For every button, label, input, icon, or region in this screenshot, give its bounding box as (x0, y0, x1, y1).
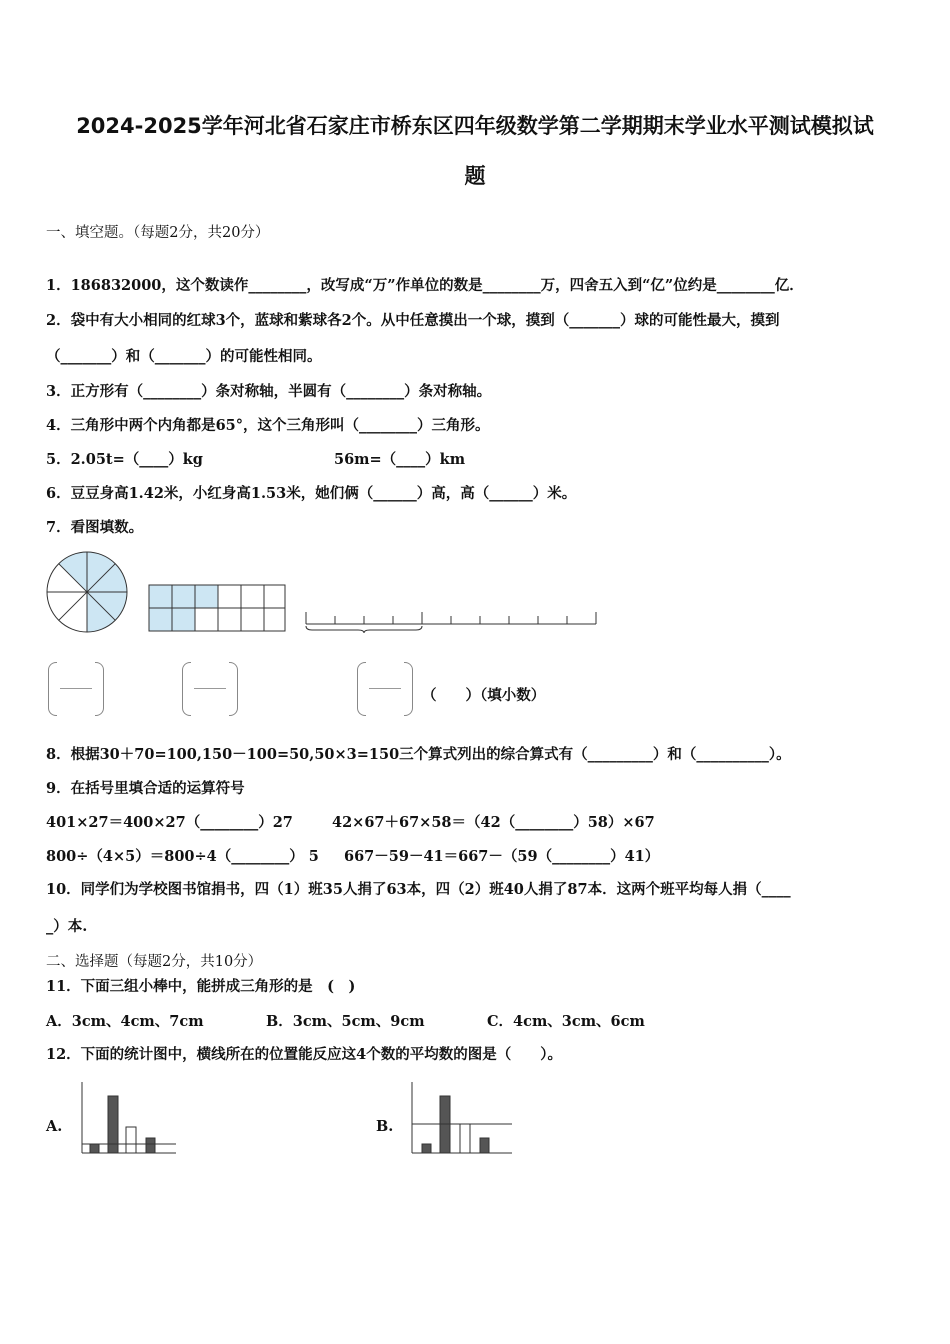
fraction-grid-figure (148, 584, 286, 632)
question-1: 1．186832000，这个数读作________，改写成“万”作单位的数是________万，四舍五入到“亿”位约是________亿． (46, 277, 804, 294)
question-5-part-a: 5．2.05t=（____）kg (46, 451, 203, 468)
option-a-bar-chart (78, 1082, 178, 1156)
fraction-circle-figure (44, 550, 130, 634)
question-9: 9．在括号里填合适的运算符号 (46, 780, 245, 797)
fraction-answer-box-3[interactable] (357, 662, 413, 716)
question-12: 12．下面的统计图中，横线所在的位置能反应这4个数的平均数的图是（ ）。 (46, 1046, 563, 1063)
fraction-answer-box-2[interactable] (182, 662, 238, 716)
question-9-row-2-left: 800÷（4×5）＝800÷4（________） 5 (46, 848, 319, 865)
decimal-answer-blank: （ ）（填小数） (422, 687, 546, 704)
question-3: 3．正方形有（________）条对称轴，半圆有（________）条对称轴。 (46, 383, 492, 400)
page-title-line-2: 题 (464, 164, 486, 188)
fraction-answer-box-1[interactable] (48, 662, 104, 716)
question-12-option-a-label[interactable]: A. (46, 1118, 63, 1135)
option-a-bar-4 (146, 1138, 155, 1153)
option-a-bar-1 (90, 1144, 99, 1153)
option-a-bar-3 (126, 1127, 136, 1153)
option-b-bar-chart (408, 1082, 516, 1156)
option-b-bar-4 (480, 1138, 489, 1153)
question-2-line-1: 2．袋中有大小相同的红球3个，蓝球和紫球各2个。从中任意摸出一个球，摸到（_______）球的可能性最大，摸到 (46, 312, 780, 329)
question-12-option-b-label[interactable]: B. (376, 1118, 394, 1135)
question-4: 4．三角形中两个内角都是65°，这个三角形叫（________）三角形。 (46, 417, 490, 434)
question-11-option-c[interactable]: C．4cm、3cm、6cm (487, 1013, 645, 1030)
question-9-row-1-right: 42×67＋67×58＝（42（________）58）×67 (332, 814, 655, 831)
question-10-line-1: 10．同学们为学校图书馆捐书，四（1）班35人捐了63本，四（2）班40人捐了87本．这两个班平均每人捐（____ (46, 881, 791, 898)
number-line-figure (304, 606, 598, 634)
question-5-part-b: 56m=（____）km (334, 451, 466, 468)
question-8: 8．根据30＋70=100,150－100=50,50×3=150三个算式列出的综合算式有（_________）和（__________）。 (46, 746, 791, 763)
section-1-heading: 一、填空题。（每题2分，共20分） (46, 225, 270, 241)
question-6: 6．豆豆身高1.42米，小红身高1.53米，她们俩（______）高，高（______）米。 (46, 485, 577, 502)
question-11: 11．下面三组小棒中，能拼成三角形的是 ( ) (46, 978, 356, 995)
page-title-line-1: 2024-2025学年河北省石家庄市桥东区四年级数学第二学期期末学业水平测试模拟试 (76, 114, 874, 138)
question-9-row-1-left: 401×27＝400×27（________）27 (46, 814, 293, 831)
question-10-line-2: _）本. (46, 918, 88, 935)
question-9-row-2-right: 667－59－41＝667－（59（________）41） (344, 848, 660, 865)
section-2-heading: 二、选择题（每题2分，共10分） (46, 954, 263, 970)
question-7: 7．看图填数。 (46, 519, 144, 536)
option-b-bar-3 (460, 1124, 470, 1153)
question-2-line-2: （_______）和（_______）的可能性相同。 (46, 348, 322, 365)
question-11-option-b[interactable]: B．3cm、5cm、9cm (266, 1013, 425, 1030)
option-b-bar-1 (422, 1144, 431, 1153)
question-11-option-a[interactable]: A．3cm、4cm、7cm (46, 1013, 204, 1030)
